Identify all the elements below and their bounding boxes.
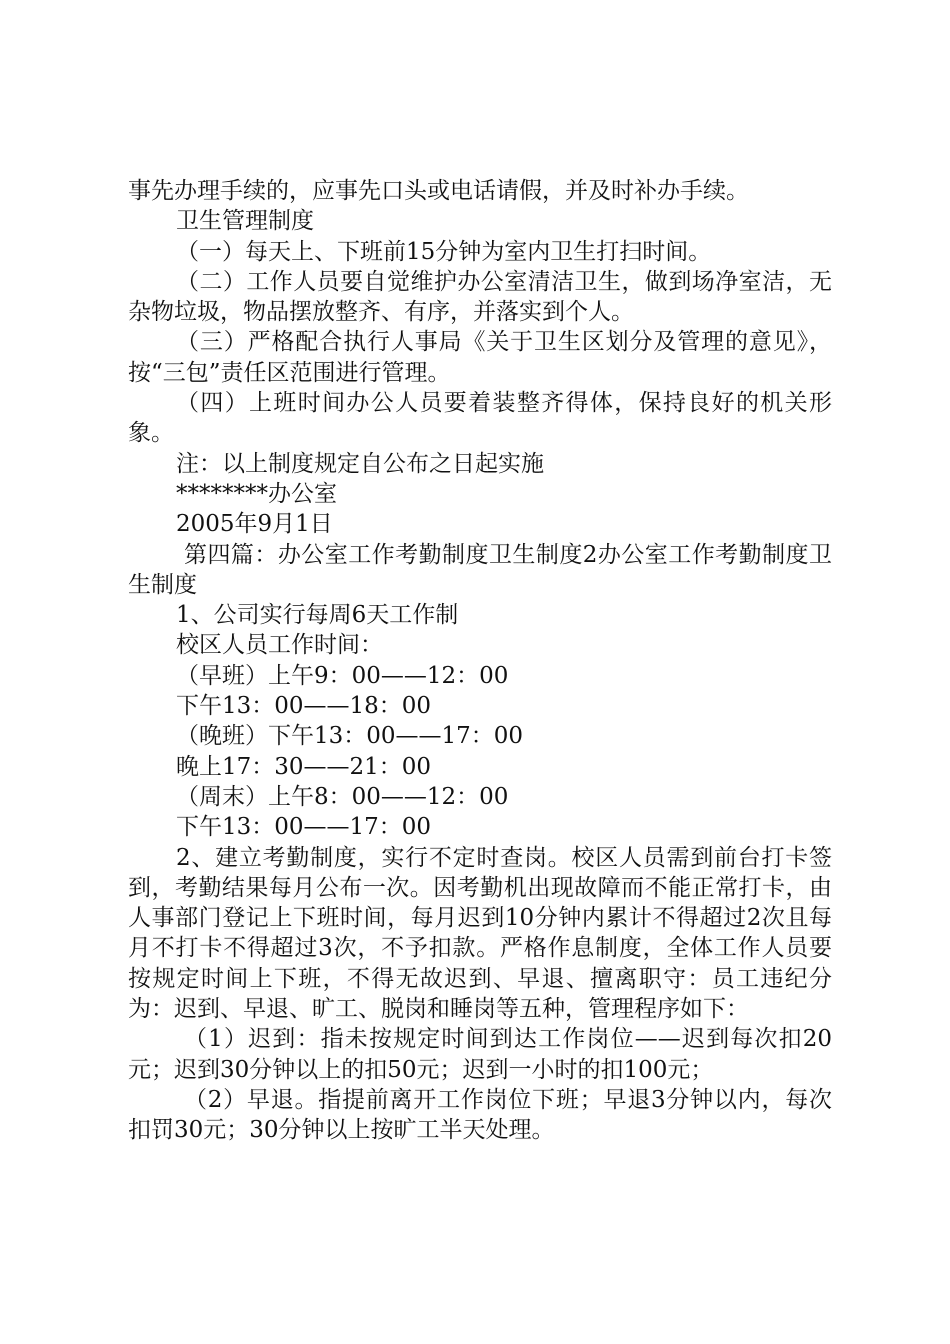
date-line: 2005年9月1日 (176, 511, 333, 538)
chapter-heading: 第四篇：办公室工作考勤制度卫生制度2办公室工作考勤制度卫生制度 (128, 541, 832, 598)
section-heading-hygiene: 卫生管理制度 (176, 208, 314, 235)
document-body (128, 176, 832, 1146)
paragraph-20: （1）迟到：指未按规定时间到达工作岗位——迟到每次扣20元；迟到30分钟以上的扣50元；迟到一小时的扣100元； (128, 1026, 832, 1083)
office-signature: ********办公室 (176, 480, 337, 507)
schedule-weekend-afternoon: 下午13：00——17：00 (176, 814, 432, 841)
paragraph-3: （一）每天上、下班前15分钟为室内卫生打扫时间。 (176, 238, 712, 265)
paragraph-5: （三）严格配合执行人事局《关于卫生区划分及管理的意见》，按“三包”责任区范围进行管理。 (128, 329, 832, 386)
paragraph-12: 校区人员工作时间： (176, 632, 383, 659)
paragraph-19: 2、建立考勤制度，实行不定时查岗。校区人员需到前台打卡签到，考勤结果每月公布一次。因考勤机出现故障而不能正常打卡，由人事部门登记上下班时间，每月迟到10分钟内累计不得超过2次且每月不打卡不得超过3次，不予扣款。严格作息制度，全体工作人员要按规定时间上下班，不得无故迟到、早退、擅离职守：员工违纪分为：迟到、早退、旷工、脱岗和睡岗等五种，管理程序如下： (128, 844, 832, 1023)
paragraph-11: 1、公司实行每周6天工作制 (176, 602, 459, 629)
paragraph-6: （四）上班时间办公人员要着装整齐得体，保持良好的机关形象。 (128, 390, 832, 447)
schedule-morning-afternoon: 下午13：00——18：00 (176, 693, 432, 720)
schedule-weekend: （周末）上午8：00——12：00 (176, 783, 509, 810)
note-line: 注：以上制度规定自公布之日起实施 (176, 450, 544, 477)
schedule-evening-shift: （晚班）下午13：00——17：00 (176, 723, 524, 750)
paragraph-4: （二）工作人员要自觉维护办公室清洁卫生，做到场净室洁，无杂物垃圾，物品摆放整齐、有序，并落实到个人。 (128, 268, 832, 326)
paragraph-21: （2）早退。指提前离开工作岗位下班；早退3分钟以内，每次扣罚30元；30分钟以上按旷工半天处理。 (128, 1086, 832, 1144)
paragraph-1: 事先办理手续的，应事先口头或电话请假，并及时补办手续。 (128, 178, 749, 204)
schedule-evening-night: 晚上17：30——21：00 (176, 753, 432, 780)
schedule-morning-shift: （早班）上午9：00——12：00 (176, 662, 509, 689)
